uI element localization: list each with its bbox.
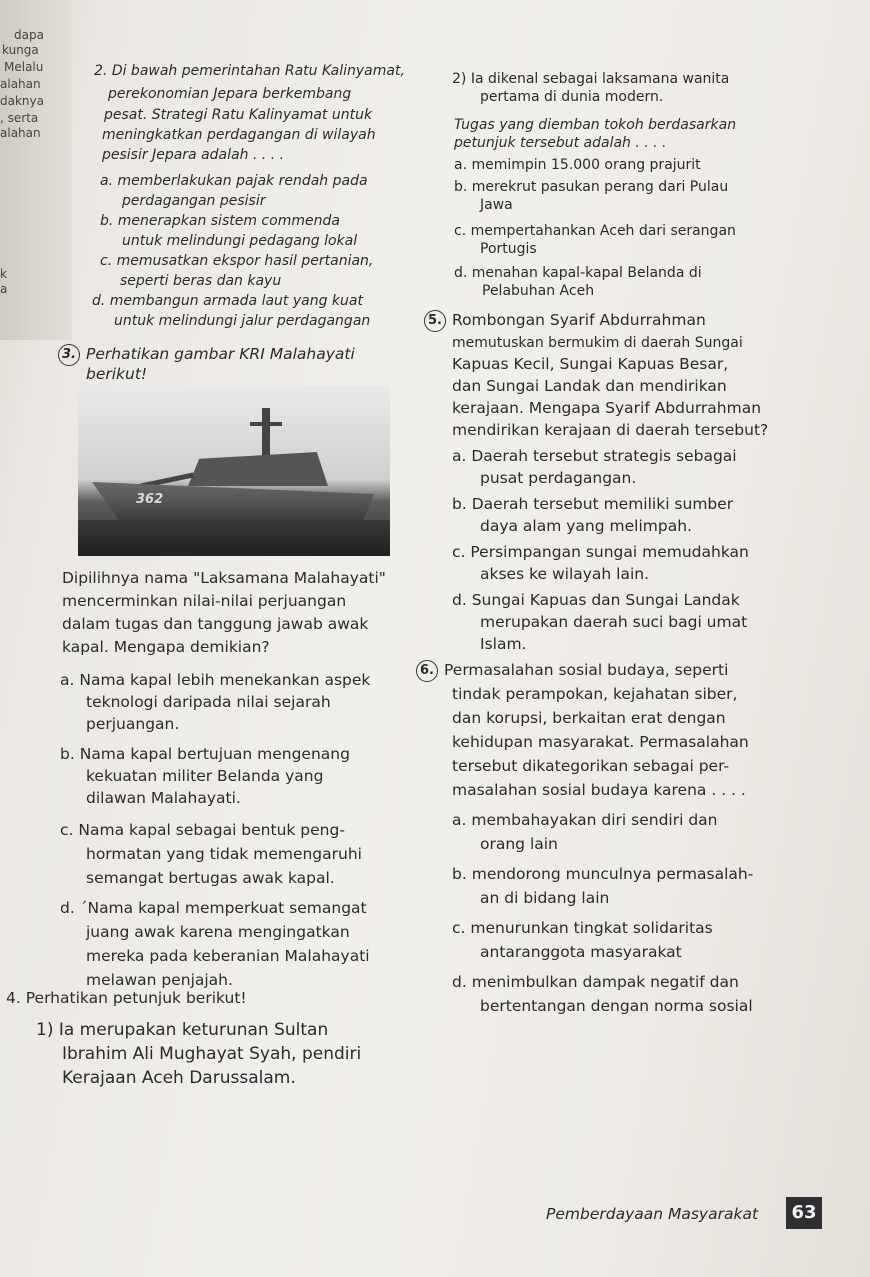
- option-text: Pelabuhan Aceh: [482, 283, 595, 299]
- question-6: [416, 660, 728, 683]
- option-b[interactable]: b. merekrut pasukan perang dari Pulau: [454, 179, 729, 195]
- page-number: 63: [786, 1197, 822, 1229]
- option-c[interactable]: c. memusatkan ekspor hasil pertanian,: [100, 253, 374, 269]
- question-text: Tugas yang diemban tokoh berdasarkan: [454, 117, 737, 133]
- option-text: pusat perdagangan.: [480, 469, 637, 487]
- question-number: 6.: [416, 660, 438, 682]
- ship-hull: [92, 482, 374, 522]
- option-c[interactable]: c. Nama kapal sebagai bentuk peng-: [60, 821, 345, 839]
- question-text: Perhatikan gambar KRI Malahayati: [86, 345, 355, 363]
- question-text: kehidupan masyarakat. Permasalahan: [452, 733, 749, 751]
- question-5: [424, 310, 706, 333]
- question-text: Di bawah pemerintahan Ratu Kalinyamat,: [111, 63, 405, 79]
- option-text: melawan penjajah.: [86, 971, 233, 989]
- ship-superstructure: [188, 452, 328, 486]
- hint-text: Ibrahim Ali Mughayat Syah, pendiri: [62, 1044, 362, 1064]
- question-text: dan Sungai Landak dan mendirikan: [452, 377, 727, 395]
- question-text: memutuskan bermukim di daerah Sungai: [452, 335, 743, 351]
- option-a[interactable]: a. membahayakan diri sendiri dan: [452, 811, 718, 829]
- option-text: untuk melindungi jalur perdagangan: [114, 313, 371, 329]
- option-text: merupakan daerah suci bagi umat: [480, 613, 748, 631]
- question-text: perekonomian Jepara berkembang: [108, 86, 352, 102]
- question-number: 2.: [94, 63, 108, 79]
- hint-text: pertama di dunia modern.: [480, 89, 664, 105]
- option-a[interactable]: a. Nama kapal lebih menekankan aspek: [60, 671, 371, 689]
- question-text: kapal. Mengapa demikian?: [62, 638, 270, 656]
- margin-fragment: daknya: [0, 94, 44, 108]
- option-c[interactable]: c. Persimpangan sungai memudahkan: [452, 543, 749, 561]
- question-text: pesat. Strategi Ratu Kalinyamat untuk: [104, 107, 373, 123]
- hull-number: 362: [136, 492, 164, 507]
- option-text: Jawa: [480, 197, 513, 213]
- margin-fragment: kunga: [2, 43, 39, 57]
- question-2: [94, 62, 405, 81]
- question-text: meningkatkan perdagangan di wilayah: [102, 127, 376, 143]
- hint-text: 1) Ia merupakan keturunan Sultan: [36, 1020, 329, 1040]
- option-a[interactable]: a. memberlakukan pajak rendah pada: [100, 173, 368, 189]
- option-d[interactable]: d. menimbulkan dampak negatif dan: [452, 973, 739, 991]
- option-text: akses ke wilayah lain.: [480, 565, 650, 583]
- margin-fragment: a: [0, 282, 8, 296]
- option-text: antaranggota masyarakat: [480, 943, 682, 961]
- option-text: dilawan Malahayati.: [86, 789, 241, 807]
- question-text: Kapuas Kecil, Sungai Kapuas Besar,: [452, 355, 729, 373]
- margin-fragment: Melalu: [4, 60, 44, 74]
- question-text: masalahan sosial budaya karena . . . .: [452, 781, 746, 799]
- option-c[interactable]: c. menurunkan tingkat solidaritas: [452, 919, 713, 937]
- margin-fragment: alahan: [0, 126, 41, 140]
- question-number: 3.: [58, 344, 80, 366]
- option-b[interactable]: b. Daerah tersebut memiliki sumber: [452, 495, 734, 513]
- option-b[interactable]: b. menerapkan sistem commenda: [100, 213, 340, 229]
- option-a[interactable]: a. memimpin 15.000 orang prajurit: [454, 157, 701, 173]
- option-text: semangat bertugas awak kapal.: [86, 869, 335, 887]
- margin-fragment: k: [0, 267, 7, 281]
- question-text: petunjuk tersebut adalah . . . .: [454, 135, 667, 151]
- option-b[interactable]: b. mendorong munculnya permasalah-: [452, 865, 754, 883]
- option-text: Portugis: [480, 241, 537, 257]
- hint-text: 2) Ia dikenal sebagai laksamana wanita: [452, 71, 730, 87]
- option-a[interactable]: a. Daerah tersebut strategis sebagai: [452, 447, 737, 465]
- question-text: berikut!: [86, 365, 148, 383]
- question-text: dalam tugas dan tanggung jawab awak: [62, 615, 369, 633]
- margin-fragment: dapa: [14, 28, 44, 42]
- option-text: perdagangan pesisir: [122, 193, 266, 209]
- question-text: mencerminkan nilai-nilai perjuangan: [62, 592, 347, 610]
- hint-text: Kerajaan Aceh Darussalam.: [62, 1068, 296, 1088]
- option-d[interactable]: d. Sungai Kapuas dan Sungai Landak: [452, 591, 740, 609]
- question-text: pesisir Jepara adalah . . . .: [102, 147, 285, 163]
- previous-page-margin: [0, 0, 72, 340]
- question-text: Dipilihnya nama "Laksamana Malahayati": [62, 569, 386, 587]
- option-d[interactable]: d. membangun armada laut yang kuat: [92, 293, 363, 309]
- question-text: Permasalahan sosial budaya, seperti: [444, 661, 729, 679]
- question-number: 5.: [424, 310, 446, 332]
- option-d[interactable]: d. menahan kapal-kapal Belanda di: [454, 265, 702, 281]
- ship-mast-bar: [250, 422, 282, 426]
- question-text: kerajaan. Mengapa Syarif Abdurrahman: [452, 399, 762, 417]
- option-text: hormatan yang tidak memengaruhi: [86, 845, 362, 863]
- option-text: juang awak karena mengingatkan: [86, 923, 350, 941]
- option-text: bertentangan dengan norma sosial: [480, 997, 753, 1015]
- option-text: daya alam yang melimpah.: [480, 517, 692, 535]
- option-text: kekuatan militer Belanda yang: [86, 767, 324, 785]
- option-text: Islam.: [480, 635, 527, 653]
- option-text: orang lain: [480, 835, 558, 853]
- option-text: mereka pada keberanian Malahayati: [86, 947, 370, 965]
- question-text: dan korupsi, berkaitan erat dengan: [452, 709, 726, 727]
- ship-mast: [262, 408, 270, 456]
- margin-fragment: , serta: [0, 111, 39, 125]
- option-text: perjuangan.: [86, 715, 180, 733]
- question-number: 4.: [6, 989, 21, 1007]
- option-d[interactable]: d. ´Nama kapal memperkuat semangat: [60, 899, 367, 917]
- footer-title: Pemberdayaan Masyarakat: [546, 1205, 759, 1223]
- question-text: tersebut dikategorikan sebagai per-: [452, 757, 730, 775]
- kri-malahayati-photo: [78, 386, 390, 556]
- option-b[interactable]: b. Nama kapal bertujuan mengenang: [60, 745, 350, 763]
- question-4: [6, 988, 247, 1010]
- option-text: teknologi daripada nilai sejarah: [86, 693, 331, 711]
- option-c[interactable]: c. mempertahankan Aceh dari serangan: [454, 223, 736, 239]
- sea-water: [78, 520, 390, 556]
- question-text: Rombongan Syarif Abdurrahman: [452, 311, 706, 329]
- option-text: seperti beras dan kayu: [120, 273, 282, 289]
- question-text: tindak perampokan, kejahatan siber,: [452, 685, 738, 703]
- question-text: mendirikan kerajaan di daerah tersebut?: [452, 421, 769, 439]
- option-text: an di bidang lain: [480, 889, 610, 907]
- question-text: Perhatikan petunjuk berikut!: [25, 989, 247, 1007]
- margin-fragment: alahan: [0, 77, 41, 91]
- option-text: untuk melindungi pedagang lokal: [122, 233, 358, 249]
